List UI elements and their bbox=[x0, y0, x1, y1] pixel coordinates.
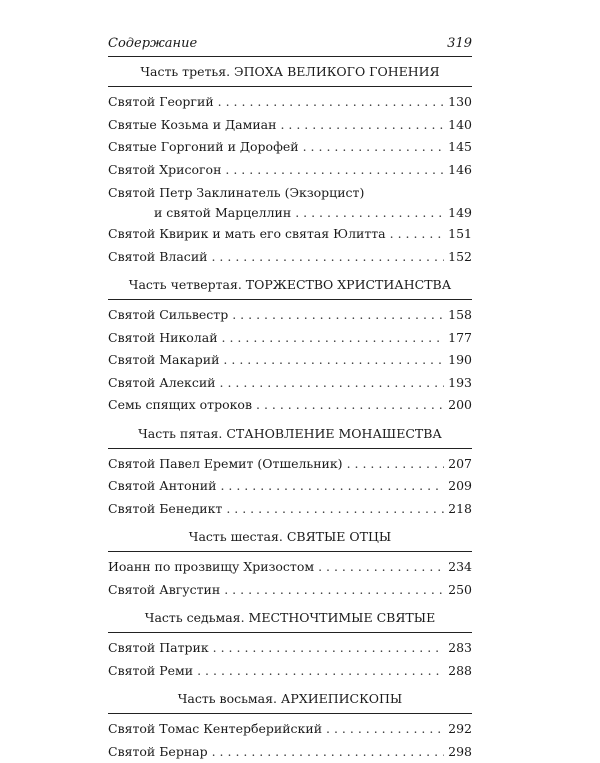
toc-entry-page: 152 bbox=[448, 246, 472, 269]
toc-entry-label: Святой Августин bbox=[108, 579, 220, 602]
toc-entry-page: 207 bbox=[448, 453, 472, 476]
toc-entry bbox=[108, 579, 472, 602]
section-heading: Часть третья. ЭПОХА ВЕЛИКОГО ГОНЕНИЯ bbox=[108, 61, 472, 83]
dot-leader bbox=[211, 246, 444, 269]
toc-entry-page: 200 bbox=[448, 394, 472, 417]
toc-entry bbox=[108, 453, 472, 476]
toc-entry-label: Семь спящих отроков bbox=[108, 394, 252, 417]
toc-entry-label: Святой Бенедикт bbox=[108, 498, 222, 521]
toc-entry bbox=[108, 741, 472, 763]
toc-entry bbox=[108, 114, 472, 137]
toc-entry-page: 146 bbox=[448, 159, 472, 182]
toc-entry bbox=[108, 304, 472, 327]
dot-leader bbox=[347, 453, 445, 476]
toc-entry bbox=[108, 637, 472, 660]
toc-entry bbox=[108, 718, 472, 741]
toc-entry-page: 190 bbox=[448, 349, 472, 372]
toc-entry-label: Святой Павел Еремит (Отшельник) bbox=[108, 453, 343, 476]
toc-entry-label: Святые Козьма и Дамиан bbox=[108, 114, 276, 137]
running-head-page-number: 319 bbox=[447, 36, 472, 51]
dot-leader bbox=[303, 136, 445, 159]
toc-entry bbox=[108, 159, 472, 182]
toc-entry-label: Святой Власий bbox=[108, 246, 207, 269]
toc-entry-page: 292 bbox=[448, 718, 472, 741]
toc-entry-label: Святой Георгий bbox=[108, 91, 214, 114]
dot-leader bbox=[224, 579, 444, 602]
dot-leader bbox=[390, 223, 445, 246]
toc-entry bbox=[108, 475, 472, 498]
toc-entry-label: Святой Бернар bbox=[108, 741, 208, 763]
toc-entry-page: 209 bbox=[448, 475, 472, 498]
dot-leader bbox=[218, 91, 444, 114]
toc-entry-label: Святой Патрик bbox=[108, 637, 209, 660]
toc-entry bbox=[108, 223, 472, 246]
dot-leader bbox=[213, 637, 444, 660]
toc-entry-page: 151 bbox=[448, 223, 472, 246]
toc-entry-page: 130 bbox=[448, 91, 472, 114]
toc-entry-label: Святой Алексий bbox=[108, 372, 216, 395]
toc-entry-label: Святой Хрисогон bbox=[108, 159, 221, 182]
toc-entry-page: 250 bbox=[448, 579, 472, 602]
toc-entry-label: Святой Сильвестр bbox=[108, 304, 228, 327]
section-divider bbox=[108, 713, 472, 714]
dot-leader bbox=[280, 114, 444, 137]
toc-entry-page: 158 bbox=[448, 304, 472, 327]
dot-leader bbox=[220, 372, 445, 395]
running-head bbox=[108, 34, 472, 57]
toc-entry-page: 193 bbox=[448, 372, 472, 395]
toc-entry-page: 218 bbox=[448, 498, 472, 521]
section-heading: Часть пятая. СТАНОВЛЕНИЕ МОНАШЕСТВА bbox=[108, 423, 472, 445]
toc-entry-label: Святой Петр Заклинатель (Экзорцист) bbox=[108, 183, 472, 202]
section-heading: Часть четвертая. ТОРЖЕСТВО ХРИСТИАНСТВА bbox=[108, 274, 472, 296]
dot-leader bbox=[256, 394, 444, 417]
section-heading: Часть шестая. СВЯТЫЕ ОТЦЫ bbox=[108, 526, 472, 548]
toc-entry-label: Святые Горгоний и Дорофей bbox=[108, 136, 299, 159]
toc-entry bbox=[108, 246, 472, 269]
section-heading: Часть восьмая. АРХИЕПИСКОПЫ bbox=[108, 688, 472, 710]
toc-entry bbox=[108, 498, 472, 521]
toc-entry-page: 298 bbox=[448, 741, 472, 763]
toc-entry-label: Святой Макарий bbox=[108, 349, 219, 372]
toc-entry-label: Святой Квирик и мать его святая Юлитта bbox=[108, 223, 386, 246]
dot-leader bbox=[226, 498, 444, 521]
toc-entry bbox=[108, 349, 472, 372]
toc-entry bbox=[108, 181, 472, 223]
dot-leader bbox=[222, 327, 445, 350]
toc-entry-page: 177 bbox=[448, 327, 472, 350]
dot-leader bbox=[223, 349, 444, 372]
toc-entry bbox=[108, 556, 472, 579]
section-divider bbox=[108, 632, 472, 633]
toc-entry-page: 288 bbox=[448, 660, 472, 683]
toc-entry-label: Святой Реми bbox=[108, 660, 193, 683]
dot-leader bbox=[295, 202, 444, 223]
toc-entry-label-continued: и святой Марцеллин bbox=[154, 202, 291, 223]
section-divider bbox=[108, 448, 472, 449]
toc-entry-page: 145 bbox=[448, 136, 472, 159]
toc-entry bbox=[108, 327, 472, 350]
toc-entry bbox=[108, 660, 472, 683]
table-of-contents bbox=[108, 61, 472, 763]
toc-entry-label: Святой Антоний bbox=[108, 475, 216, 498]
dot-leader bbox=[232, 304, 444, 327]
toc-entry bbox=[108, 91, 472, 114]
toc-entry bbox=[108, 136, 472, 159]
toc-entry-page: 149 bbox=[448, 202, 472, 223]
section-heading: Часть седьмая. МЕСТНОЧТИМЫЕ СВЯТЫЕ bbox=[108, 607, 472, 629]
section-divider bbox=[108, 299, 472, 300]
toc-entry-page: 140 bbox=[448, 114, 472, 137]
section-divider bbox=[108, 551, 472, 552]
dot-leader bbox=[225, 159, 444, 182]
dot-leader bbox=[197, 660, 444, 683]
dot-leader bbox=[220, 475, 444, 498]
toc-entry-page: 283 bbox=[448, 637, 472, 660]
dot-leader bbox=[326, 718, 444, 741]
toc-entry-label: Святой Томас Кентерберийский bbox=[108, 718, 322, 741]
running-head-title: Содержание bbox=[108, 36, 197, 51]
toc-entry-label: Святой Николай bbox=[108, 327, 218, 350]
toc-entry-label: Иоанн по прозвищу Хризостом bbox=[108, 556, 314, 579]
toc-entry bbox=[108, 372, 472, 395]
dot-leader bbox=[318, 556, 444, 579]
toc-entry-page: 234 bbox=[448, 556, 472, 579]
section-divider bbox=[108, 86, 472, 87]
toc-entry bbox=[108, 394, 472, 417]
dot-leader bbox=[212, 741, 445, 763]
